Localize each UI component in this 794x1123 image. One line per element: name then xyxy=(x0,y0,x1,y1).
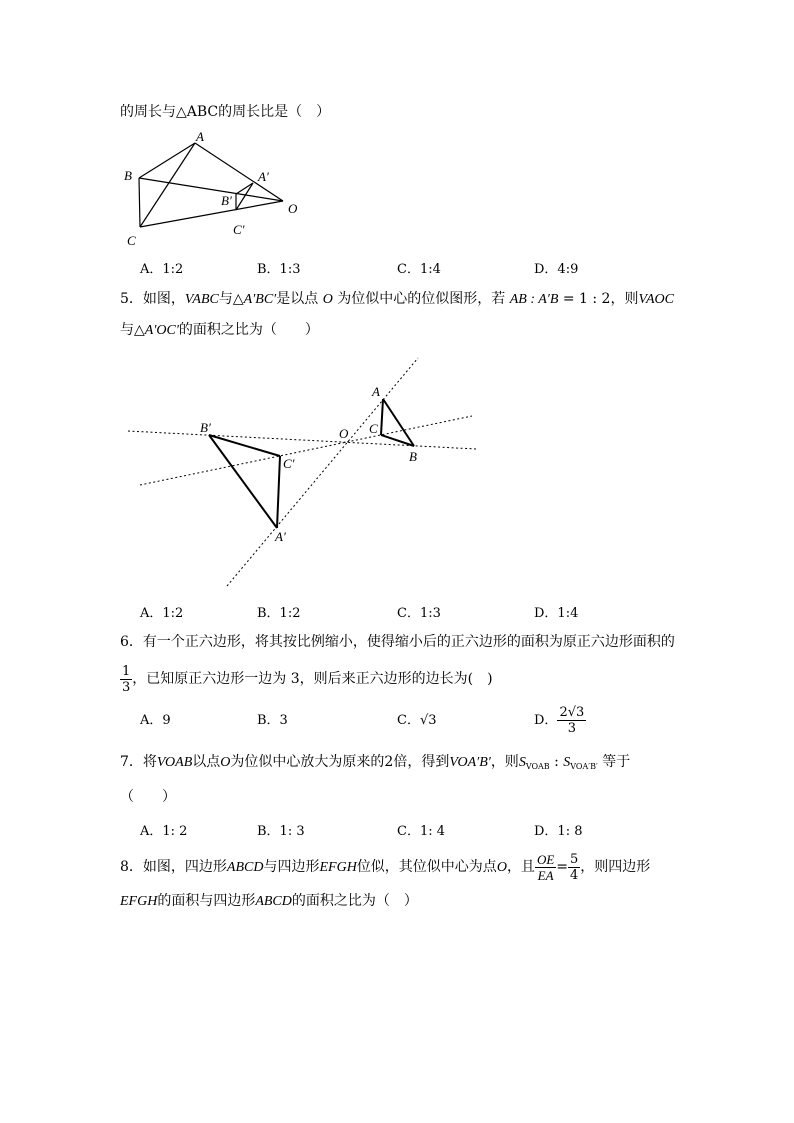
q7-text: 以点 xyxy=(192,754,221,770)
q8-text: 的面积与四边形 xyxy=(157,893,256,909)
q8-fraction-5-4 xyxy=(568,852,580,883)
q5-tri-a1oc1: △A′OC′ xyxy=(134,323,179,338)
q5-dotted-line-a xyxy=(227,358,418,586)
q6-option-c[interactable] xyxy=(397,704,437,738)
q6-frac-den: 3 xyxy=(122,679,131,695)
q6-option-d-label: D． xyxy=(534,713,558,728)
q7-text: ，则 xyxy=(490,754,519,770)
q5-segment-ac xyxy=(381,399,383,435)
q7-text: 7．将 xyxy=(120,754,157,770)
q8-text: 8．如图，四边形 xyxy=(120,859,227,875)
q8-fraction-oe-ea xyxy=(535,852,556,883)
q6-optd-den: 3 xyxy=(567,721,576,736)
q6-fraction xyxy=(120,664,132,695)
q8-quad-abcd-2: ABCD xyxy=(255,894,292,909)
q5-options xyxy=(140,602,700,622)
q7-area-s1: S xyxy=(518,755,526,770)
q5-segment-b1c1 xyxy=(209,435,280,456)
q4-segment-c1a1 xyxy=(236,183,253,210)
q7-tri-oa1b1: VOA′B′ xyxy=(449,755,491,770)
q4-options xyxy=(140,258,700,278)
q8-frac2-den: 4 xyxy=(570,867,579,883)
q5-tri-aoc: VAOC xyxy=(638,292,674,307)
q7-tri-oab: VOAB xyxy=(156,755,193,770)
q6-frac-num: 1 xyxy=(122,663,131,679)
q8-frac1-den: EA xyxy=(537,867,554,883)
q5-option-d[interactable]: D．1:4 xyxy=(534,606,579,621)
q5-option-c[interactable]: C．1:3 xyxy=(397,606,441,621)
q7-text: 等于 xyxy=(597,754,631,770)
q5-tri-a1bc1: △A′BC′ xyxy=(232,292,277,307)
q4-stem-line: 的周长与△ABC的周长比是（ ） xyxy=(120,104,331,120)
q7-sub2: VOA′B′ xyxy=(570,762,598,771)
q8-quad-efgh: EFGH xyxy=(319,860,357,875)
q4-label-b: B xyxy=(124,168,132,183)
q5-segment-a1b1 xyxy=(209,435,277,528)
q7-point-o: O xyxy=(220,755,231,770)
q5-tri-abc: VABC xyxy=(184,292,219,307)
q7-area-s2: S xyxy=(563,755,571,770)
q6-optd-num: 2√3 xyxy=(559,705,585,720)
q4-segment-ca xyxy=(140,143,195,227)
q7-option-d[interactable]: D．1: 8 xyxy=(534,824,583,839)
q8-text: 位似，其位似中心为点 xyxy=(356,859,497,875)
q4-label-a1: A′ xyxy=(258,169,269,184)
q8-frac2-num: 5 xyxy=(570,851,579,867)
q7-option-b[interactable]: B．1: 3 xyxy=(257,824,305,839)
q8-stem-line1 xyxy=(120,848,650,886)
q5-text: 是以点 xyxy=(276,291,323,307)
q5-text: 与 xyxy=(120,322,134,338)
q7-factor: 2 xyxy=(384,754,394,770)
q8-point-o: O xyxy=(496,860,507,875)
q4-option-d[interactable]: D．4:9 xyxy=(534,262,579,277)
q5-label-a: A xyxy=(372,384,380,399)
q8-equals: = xyxy=(556,859,569,875)
q7-option-a[interactable]: A．1: 2 xyxy=(140,824,188,839)
q4-segment-bo xyxy=(139,178,283,201)
q5-ratio: AB : A′B xyxy=(509,292,559,307)
q8-text: ，且 xyxy=(506,859,535,875)
q6-option-d-fraction xyxy=(557,705,586,736)
q6-stem-line2 xyxy=(120,662,493,696)
q6-stem-line1: 6．有一个正六边形，将其按比例缩小，使得缩小后的正六边形的面积为原正六边形面积的 xyxy=(120,634,675,650)
q5-number: 5．如图， xyxy=(120,291,185,307)
q5-option-b[interactable]: B．1:2 xyxy=(257,606,301,621)
q4-option-b[interactable]: B．1:3 xyxy=(257,262,301,277)
q8-text: ，则四边形 xyxy=(580,859,651,875)
q4-label-b1: B′ xyxy=(221,193,232,208)
q6-option-a[interactable]: A．9 xyxy=(140,713,171,728)
q8-quad-abcd: ABCD xyxy=(226,860,264,875)
q5-label-a1: A′ xyxy=(275,529,286,544)
q7-stem-line1 xyxy=(120,752,630,777)
q8-text: 与四边形 xyxy=(263,859,320,875)
q7-sub1: VOAB xyxy=(525,762,550,771)
q5-label-c1: C′ xyxy=(283,456,295,471)
q8-frac1-num: OE xyxy=(536,851,555,867)
q4-label-a: A xyxy=(196,129,204,144)
q5-label-o: O xyxy=(339,426,349,441)
q7-stem-line2: （ ） xyxy=(120,789,176,805)
q8-text: 的面积之比为（ ） xyxy=(291,893,418,909)
q7-options xyxy=(140,820,700,840)
q5-point-o: O xyxy=(322,292,333,307)
q6-option-c-sqrt: √3 xyxy=(419,713,437,728)
q8-quad-efgh-2: EFGH xyxy=(120,894,158,909)
q5-text: 为位似中心的位似图形，若 xyxy=(332,291,510,307)
q5-segment-c1a1 xyxy=(277,456,280,528)
q7-text: 倍，得到 xyxy=(393,754,450,770)
q4-segment-bc xyxy=(139,178,140,227)
q5-dotted-line-c xyxy=(140,416,472,485)
q4-option-c[interactable]: C．1:4 xyxy=(397,262,441,277)
q5-segment-ab xyxy=(383,399,414,446)
q5-stem-line1 xyxy=(120,289,674,310)
q4-segment-ab xyxy=(139,143,195,178)
q5-label-c: C xyxy=(369,421,378,436)
q6-option-b[interactable]: B．3 xyxy=(257,713,288,728)
q7-colon: : xyxy=(549,754,564,770)
q7-text: 为位似中心放大为原来的 xyxy=(230,754,385,770)
q6-option-d[interactable] xyxy=(534,704,586,738)
q5-option-a[interactable]: A．1:2 xyxy=(140,606,184,621)
q5-text: 与 xyxy=(218,291,233,307)
q6-text: ，已知原正六边形一边为 3，则后来正六边形的边长为( ) xyxy=(132,671,493,687)
q6-option-c-label: C． xyxy=(397,713,420,728)
q4-segment-ao xyxy=(195,143,283,201)
q4-label-o: O xyxy=(288,201,298,216)
q8-stem-line2 xyxy=(120,891,418,912)
q5-text: 的面积之比为（ ） xyxy=(178,322,319,338)
q4-label-c: C xyxy=(127,233,136,248)
q5-dotted-line-b xyxy=(128,431,476,449)
q4-option-a[interactable]: A．1:2 xyxy=(140,262,184,277)
q5-label-b: B xyxy=(409,449,417,464)
q4-segment-a1b1 xyxy=(236,183,253,194)
q4-label-c1: C′ xyxy=(233,222,245,237)
q5-segment-cb xyxy=(381,435,414,446)
q5-text: = 1 : 2，则 xyxy=(558,291,639,307)
q5-label-b1: B′ xyxy=(200,420,211,435)
q4-segment-co xyxy=(140,201,283,227)
q6-options xyxy=(140,704,700,738)
q5-stem-line2 xyxy=(120,320,319,341)
q7-option-c[interactable]: C．1: 4 xyxy=(397,824,446,839)
